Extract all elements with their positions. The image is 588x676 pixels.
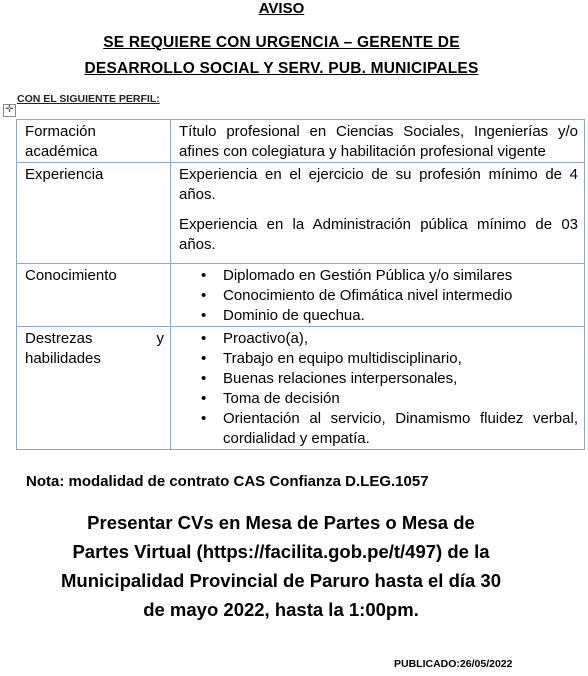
- value-cell: [171, 327, 585, 450]
- table-row: [17, 264, 585, 327]
- table-row: [17, 163, 585, 264]
- heading-line-2: DESARROLLO SOCIAL Y SERV. PUB. MUNICIPALES: [84, 60, 479, 77]
- label-cell: [17, 163, 171, 264]
- conocimiento-list: [179, 266, 578, 326]
- label-cell: [17, 264, 171, 327]
- conocimiento-label: Conocimiento: [25, 267, 117, 284]
- presentar-line-1: Presentar CVs en Mesa de Partes o Mesa de: [87, 512, 475, 533]
- list-item: • Trabajo en equipo multidisciplinario,: [223, 349, 578, 369]
- formacion-label-2: académica: [25, 143, 98, 160]
- destrezas-label-2: habilidades: [25, 350, 101, 367]
- destrezas-label-1a: Destrezas: [25, 330, 93, 347]
- value-cell: [171, 163, 585, 264]
- list-item: • Dominio de quechua.: [223, 306, 578, 326]
- perfil-table: [16, 119, 585, 450]
- presentar-line-2: Partes Virtual (https://facilita.gob.pe/t/497) de la: [72, 541, 490, 562]
- list-item: • Diplomado en Gestión Pública y/o similares: [223, 266, 578, 286]
- label-cell: [17, 120, 171, 163]
- table-row: [17, 120, 585, 163]
- destrezas-list: [179, 329, 578, 449]
- list-item: • Conocimiento de Ofimática nivel intermedio: [223, 286, 578, 306]
- formacion-label-1: Formación: [25, 123, 96, 140]
- list-item: • Toma de decisión: [223, 389, 578, 409]
- destrezas-label-1b: y: [156, 330, 164, 347]
- value-cell: [171, 264, 585, 327]
- experiencia-label: Experiencia: [25, 166, 104, 183]
- list-item: • Orientación al servicio, Dinamismo fluidez verbal, cordialidad y empatía.: [223, 409, 578, 449]
- label-cell: [17, 327, 171, 450]
- list-item: • Proactivo(a),: [223, 329, 578, 349]
- experiencia-value-2: Experiencia en la Administración pública mínimo de 03 años.: [179, 216, 578, 253]
- perfil-label: CON EL SIGUIENTE PERFIL:: [17, 93, 160, 105]
- list-item: • Buenas relaciones interpersonales,: [223, 369, 578, 389]
- heading-line-1: SE REQUIERE CON URGENCIA – GERENTE DE: [103, 34, 460, 51]
- nota-text: Nota: modalidad de contrato CAS Confianza D.LEG.1057: [26, 473, 429, 490]
- table-row: [17, 327, 585, 450]
- aviso-title: AVISO: [258, 0, 305, 17]
- move-handle-icon[interactable]: ✛: [3, 104, 16, 117]
- value-cell: [171, 120, 585, 163]
- presentar-line-3: Municipalidad Provincial de Paruro hasta el día 30: [60, 570, 502, 591]
- experiencia-value-1: Experiencia en el ejercicio de su profesión mínimo de 4 años.: [179, 166, 578, 203]
- presentar-line-4: de mayo 2022, hasta la 1:00pm.: [143, 599, 419, 620]
- publicado-date: PUBLICADO:26/05/2022: [394, 658, 513, 670]
- formacion-value: Título profesional en Ciencias Sociales, Ingenierías y/o afines con colegiatura y habilitación profesional vigente: [179, 123, 578, 160]
- presentar-block: [0, 508, 562, 624]
